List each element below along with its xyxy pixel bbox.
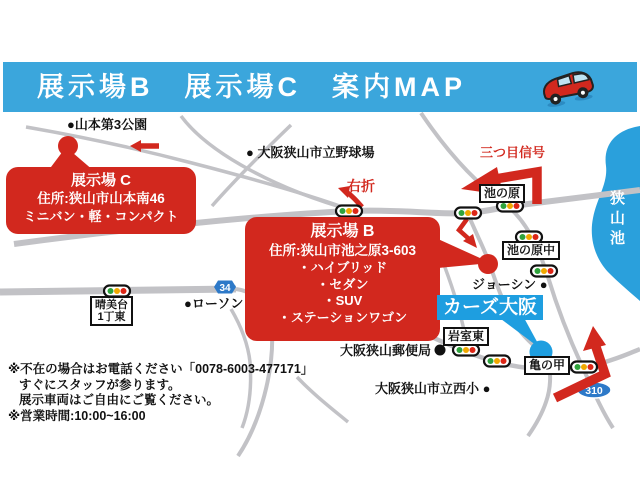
sayama-lake-label: 狭山池 (608, 190, 625, 250)
route-34-number: 34 (219, 283, 231, 294)
traffic-light-icon (453, 345, 479, 356)
poi-joshin: ジョーシン ● (472, 277, 548, 292)
note-line: すぐにスタッフが参ります。 (19, 377, 181, 392)
arrow-small-bend (459, 219, 477, 248)
note-line: 展示車両はご自由にご覧ください。 (19, 393, 220, 407)
turn-right-label: 右折 (347, 178, 375, 194)
site-b-marker-dot (478, 254, 498, 274)
site-b-item: ・セダン (316, 276, 369, 292)
route-34-badge (214, 281, 236, 295)
intersection-harumidai (90, 296, 133, 326)
site-b-item: ・SUV (322, 293, 363, 308)
poi-yamamoto-park: ●山本第3公園 (67, 117, 148, 132)
site-b-callout (245, 217, 440, 341)
site-c-address: 住所:狭山市山本南46 (37, 191, 165, 206)
notes-block (8, 362, 313, 424)
site-c-callout (6, 167, 196, 234)
intersection-iwamuro-higashi: 岩室東 (443, 327, 489, 346)
site-b-item: ・ステーションワゴン (277, 309, 408, 325)
intersection-ikenohara-naka: 池の原中 (502, 241, 560, 260)
poi-lawson: ●ローソン (184, 296, 244, 311)
harumidai-line1: 晴美台 (95, 299, 128, 311)
road-center-branch (212, 125, 291, 206)
traffic-light-icon (455, 208, 481, 219)
cars-osaka-label: カーズ大阪 (437, 295, 543, 320)
traffic-light-icon (104, 286, 130, 297)
site-b-title: 展示場 B (310, 223, 375, 240)
traffic-light-icon (336, 206, 362, 217)
route-310-number: 310 (585, 385, 603, 397)
note-line: ※営業時間:10:00~16:00 (8, 408, 146, 423)
poi-post-office: 大阪狭山郵便局 ● (340, 343, 443, 358)
intersection-kamenoko: 亀の甲 (524, 356, 570, 375)
harumidai-line2: 1丁東 (97, 311, 126, 323)
site-c-note: ミニバン・軽・コンパクト (23, 209, 179, 224)
note-line: ※不在の場合はお電話ください「0078-6003-477171」 (8, 362, 314, 376)
poi-baseball-field: ● 大阪狭山市立野球場 (246, 145, 375, 160)
road-top-diagonal (181, 116, 351, 210)
site-b-item: ・ハイブリッド (297, 260, 388, 275)
header-bar (3, 62, 637, 112)
poi-nishi-elementary: 大阪狭山市立西小 ● (375, 381, 491, 396)
traffic-light-icon (484, 356, 510, 367)
page-title: 展示場B 展示場C 案内MAP (37, 72, 466, 102)
red-car-icon (537, 66, 599, 110)
site-c-marker-dot (58, 136, 78, 156)
intersection-ikenohara: 池の原 (479, 184, 525, 203)
site-b-address: 住所:狭山市池之原3-603 (268, 243, 417, 258)
traffic-light-icon (571, 362, 597, 373)
third-signal-label: 三つ目信号 (480, 145, 546, 160)
site-c-title: 展示場 C (70, 172, 131, 189)
